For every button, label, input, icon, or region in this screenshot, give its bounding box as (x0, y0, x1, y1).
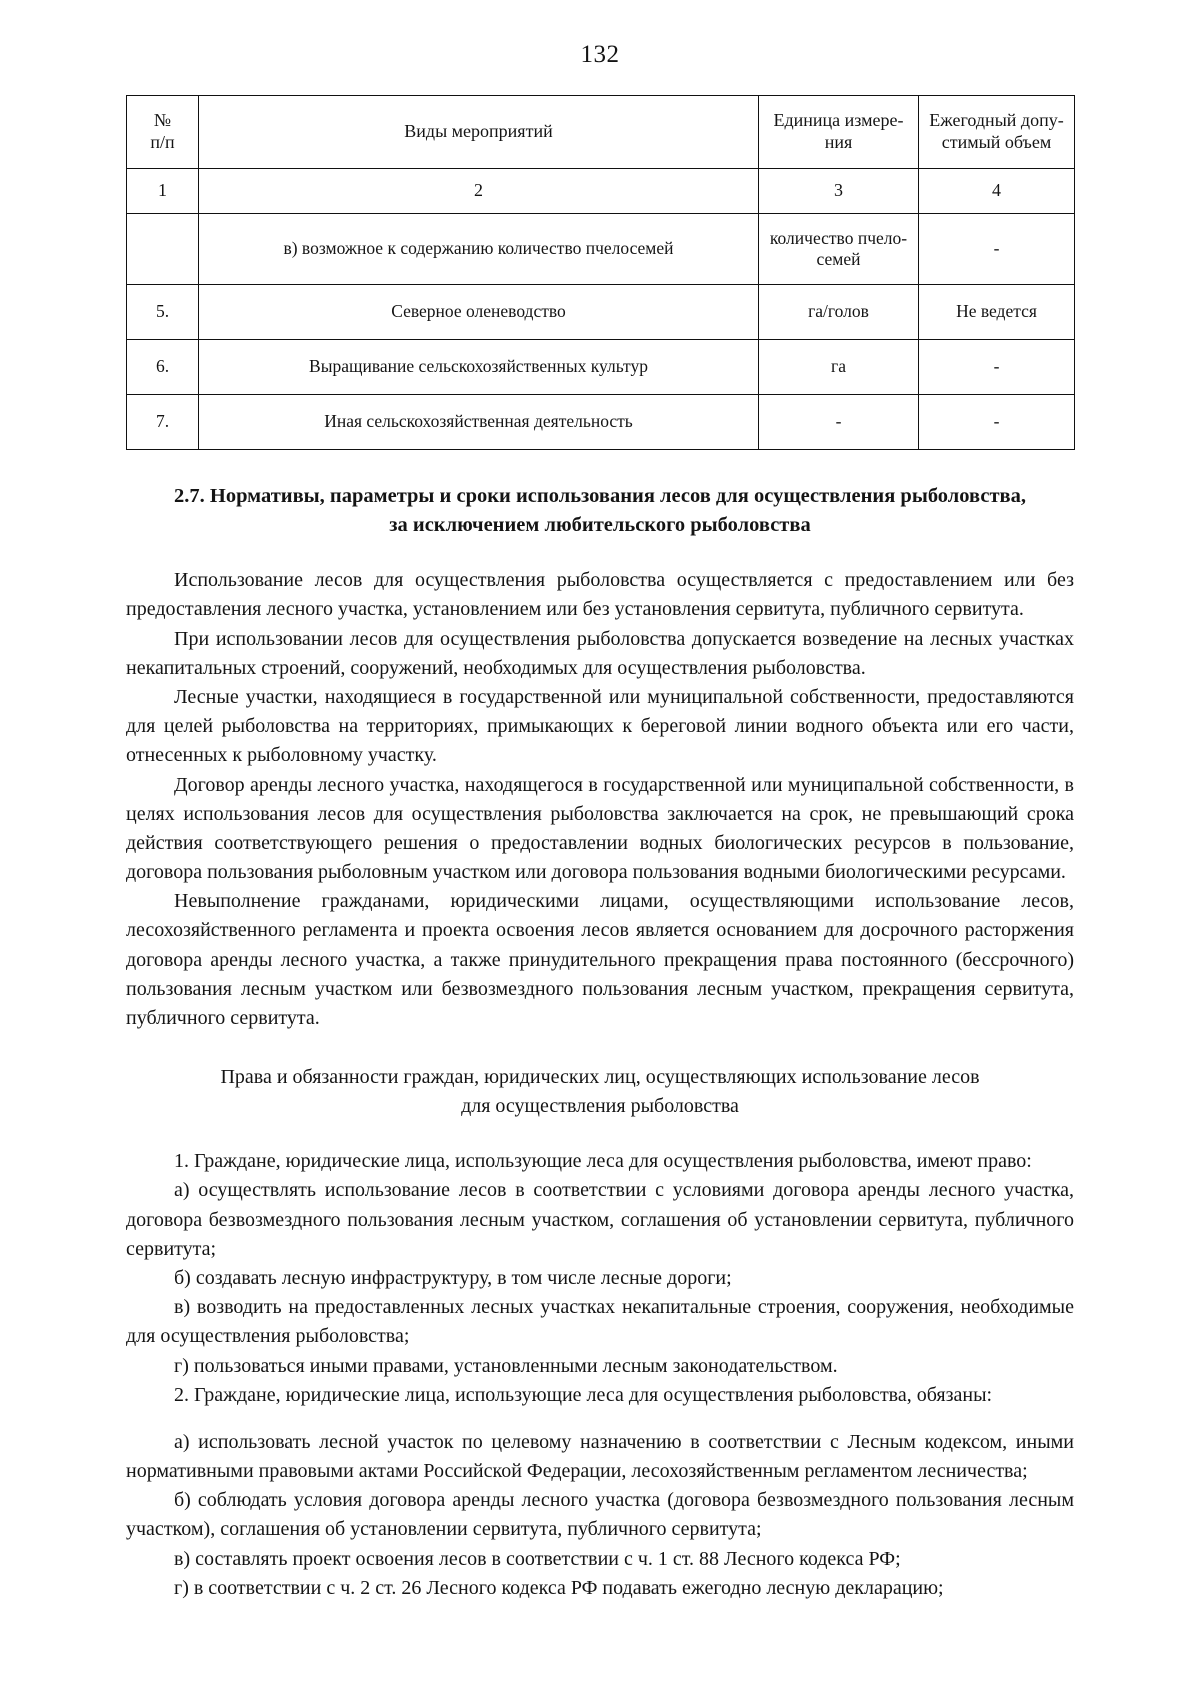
subsection-heading-line2: для осуществления рыболовства (461, 1095, 739, 1118)
row-no: 5. (127, 285, 199, 340)
table-row (127, 340, 1075, 395)
subsection-heading-line1: Права и обязанности граждан, юридических лиц, осуществляющих использование лесов (220, 1066, 980, 1089)
table-header-volume-line2: стимый объем (941, 132, 1052, 152)
row-volume: Не ведется (919, 285, 1075, 340)
body-text-block-1 (126, 566, 1074, 1033)
row-unit-line2: семей (816, 249, 861, 269)
row-volume: - (919, 340, 1075, 395)
page-number: 132 (580, 41, 620, 68)
paragraph-4: Договор аренды лесного участка, находящегося в государственной или муниципальной собственности, в целях использования лесов для осуществления рыболовства заключается на срок, не превышающий срока действия соответствующего решения о предоставлении водных биологических ресурсов в пользование, договора пользования рыболовным участком или договора пользования водными биологическими ресурсами. (126, 773, 1074, 884)
section-heading-line2: за исключением любительского рыболовства (389, 514, 811, 537)
duties-item-v: в) составлять проект освоения лесов в соответствии с ч. 1 ст. 88 Лесного кодекса РФ; (174, 1547, 901, 1570)
row-unit (759, 214, 919, 285)
spacer (0, 1410, 1200, 1428)
row-activity: Иная сельскохозяйственная деятельность (199, 395, 759, 450)
table-column-number-row (127, 169, 1075, 214)
table-header-volume (919, 96, 1075, 169)
row-activity: в) возможное к содержанию количество пчелосемей (199, 214, 759, 285)
spacer (0, 540, 1200, 566)
rights-item-b: б) создавать лесную инфраструктуру, в том числе лесные дороги; (174, 1266, 732, 1289)
row-unit: - (759, 395, 919, 450)
row-no (127, 214, 199, 285)
column-number-4: 4 (919, 169, 1075, 214)
subsection-heading (165, 1063, 1035, 1121)
column-number-1: 1 (127, 169, 199, 214)
row-unit: га/голов (759, 285, 919, 340)
rights-item-g: г) пользоваться иными правами, установленными лесным законодательством. (174, 1354, 838, 1377)
table-header-no-line1: № (153, 110, 172, 131)
section-heading (126, 482, 1074, 540)
spacer (0, 1121, 1200, 1147)
table-header-activity: Виды мероприятий (199, 96, 759, 169)
table-header-no (127, 96, 199, 169)
column-number-3: 3 (759, 169, 919, 214)
row-unit: га (759, 340, 919, 395)
rights-item-a: а) осуществлять использование лесов в соответствии с условиями договора аренды лесного участка, договора безвозмездного пользования лесным участком, соглашения об установлении сервитута, публичного сервитута; (126, 1179, 1074, 1260)
table-header-unit-line2: ния (824, 132, 853, 152)
table-header-volume-line1: Ежегодный допу- (929, 110, 1064, 131)
paragraph-3: Лесные участки, находящиеся в государственной или муниципальной собственности, предоставляются для целей рыболовства на территориях, примыкающих к береговой линии водного объекта или его части, отнесенных к рыболовному участку. (126, 685, 1074, 767)
row-activity: Северное оленеводство (199, 285, 759, 340)
column-number-2: 2 (199, 169, 759, 214)
activities-table (126, 95, 1075, 450)
row-no: 7. (127, 395, 199, 450)
duties-intro: 2. Граждане, юридические лица, использующие леса для осуществления рыболовства, обязаны: (174, 1383, 993, 1406)
table-row (127, 214, 1075, 285)
section-heading-line1: 2.7. Нормативы, параметры и сроки использования лесов для осуществления рыболовства, (174, 485, 1026, 507)
rights-item-v: в) возводить на предоставленных лесных участках некапитальные строения, сооружения, необходимые для осуществления рыболовства; (126, 1296, 1074, 1348)
table-header-no-line2: п/п (150, 132, 175, 152)
table-header-row (127, 96, 1075, 169)
duties-item-a: а) использовать лесной участок по целевому назначению в соответствии с Лесным кодексом, иными нормативными правовыми актами Российской Федерации, лесохозяйственным регламентом лесничества; (126, 1430, 1074, 1483)
paragraph-1: Использование лесов для осуществления рыболовства осуществляется с предоставлением или без предоставления лесного участка, установлением или без установления сервитута, публичного сервитута. (126, 569, 1074, 621)
table-header-unit-line1: Единица измере- (773, 110, 904, 131)
row-volume: - (919, 395, 1075, 450)
row-volume: - (919, 214, 1075, 285)
table-row (127, 395, 1075, 450)
activities-table-wrapper (126, 95, 1074, 450)
body-text-block-2 (126, 1147, 1074, 1410)
rights-intro: 1. Граждане, юридические лица, использующие леса для осуществления рыболовства, имеют право: (174, 1150, 1032, 1173)
row-no: 6. (127, 340, 199, 395)
paragraph-5: Невыполнение гражданами, юридическими лицами, осуществляющими использование лесов, лесохозяйственного регламента и проекта освоения лесов является основанием для досрочного расторжения договора аренды лесного участка, а также принудительного прекращения права постоянного (бессрочного) пользования лесным участком или безвозмездного пользования лесным участком, прекращения сервитута, публичного сервитута. (126, 890, 1074, 1030)
paragraph-2: При использовании лесов для осуществления рыболовства допускается возведение на лесных участках некапитальных строений, сооружений, необходимых для осуществления рыболовства. (126, 627, 1074, 679)
table-header-unit (759, 96, 919, 169)
row-activity: Выращивание сельскохозяйственных культур (199, 340, 759, 395)
duties-item-g: г) в соответствии с ч. 2 ст. 26 Лесного кодекса РФ подавать ежегодно лесную декларацию; (174, 1576, 944, 1599)
duties-item-b: б) соблюдать условия договора аренды лесного участка (договора безвозмездного пользования лесным участком), соглашения об установлении сервитута, публичного сервитута; (126, 1489, 1074, 1541)
row-unit-line1: количество пчело- (769, 227, 908, 248)
body-text-block-3 (126, 1428, 1074, 1603)
table-row (127, 285, 1075, 340)
